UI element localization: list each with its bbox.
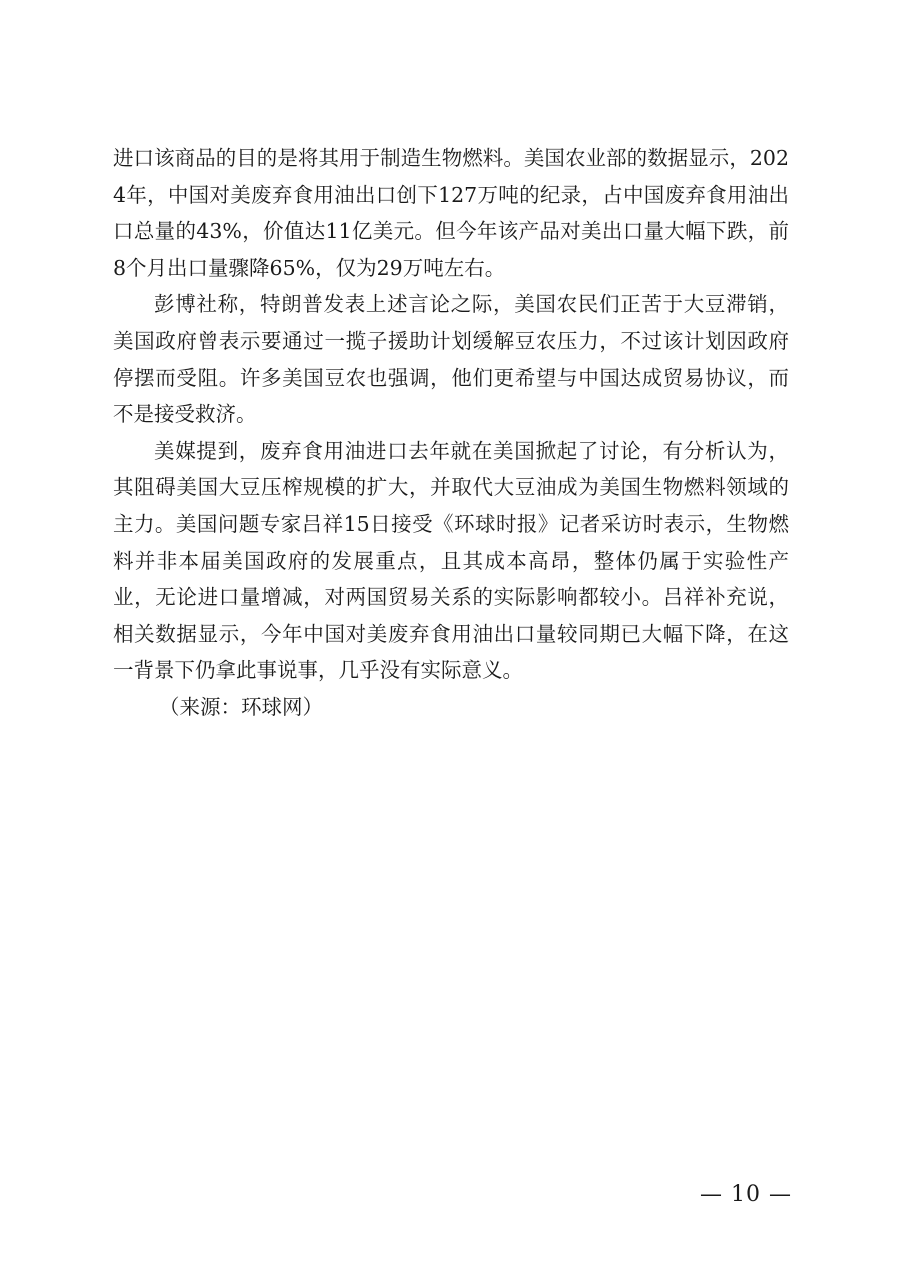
page-number: — 10 —: [700, 1182, 792, 1207]
paragraph-us-media: 美媒提到，废弃食用油进口去年就在美国掀起了讨论，有分析认为，其阻碍美国大豆压榨规模的扩大，并取代大豆油成为美国生物燃料领域的主力。美国问题专家吕祥15日接受《环球时报》记者采访时表示，生物燃料并非本届美国政府的发展重点，且其成本高昂，整体仍属于实验性产业，无论进口量增减，对两国贸易关系的实际影响都较小。吕祥补充说，相关数据显示，今年中国对美废弃食用油出口量较同期已大幅下降，在这一背景下仍拿此事说事，几乎没有实际意义。: [113, 438, 789, 683]
paragraph-continued: 进口该商品的目的是将其用于制造生物燃料。美国农业部的数据显示，2024年，中国对美废弃食用油出口创下127万吨的纪录，占中国废弃食用油出口总量的43%，价值达11亿美元。但今年该产品对美出口量大幅下跌，前8个月出口量骤降65%，仅为29万吨左右。: [113, 146, 789, 280]
source-attribution: （来源：环球网）: [159, 694, 323, 719]
article-body: [113, 140, 789, 726]
paragraph-bloomberg: 彭博社称，特朗普发表上述言论之际，美国农民们正苦于大豆滞销，美国政府曾表示要通过一揽子援助计划缓解豆农压力，不过该计划因政府停摆而受阻。许多美国豆农也强调，他们更希望与中国达成贸易协议，而不是接受救济。: [113, 292, 789, 427]
